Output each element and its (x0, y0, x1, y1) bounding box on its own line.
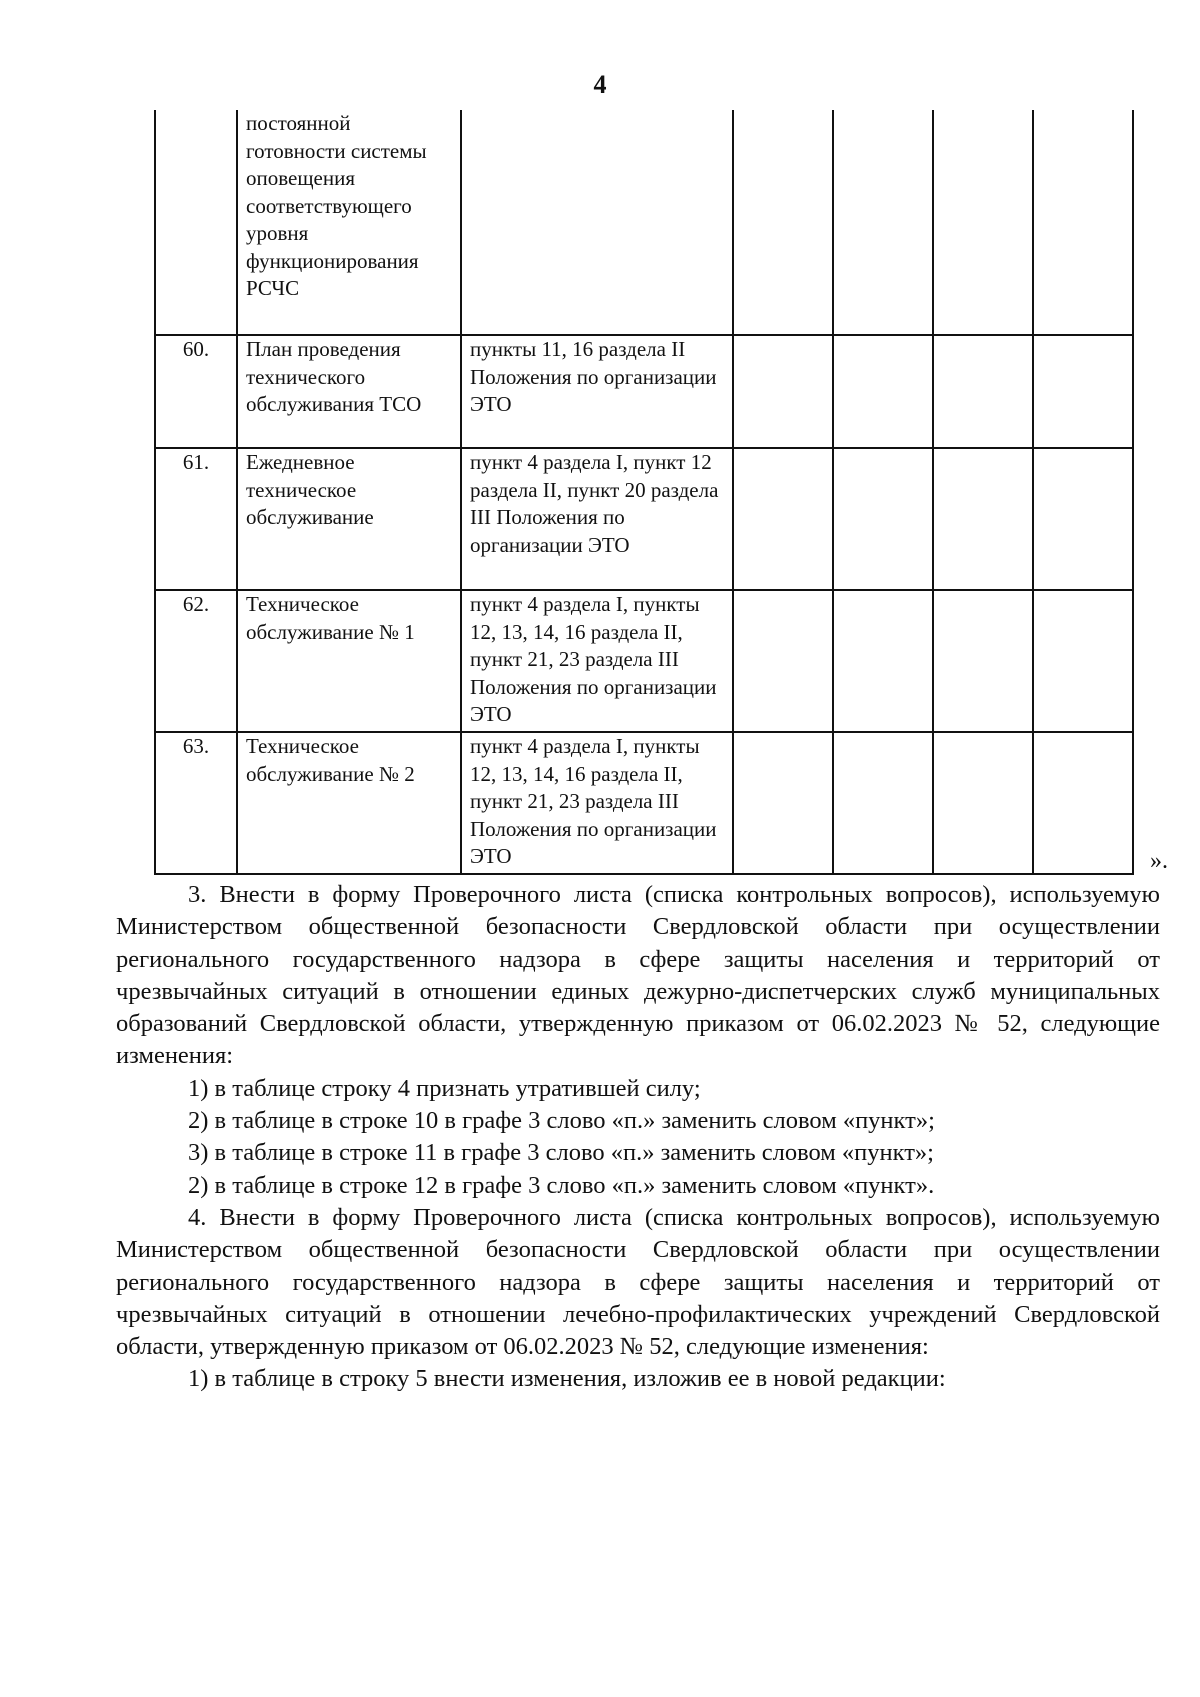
empty-cell (833, 732, 933, 874)
page-number: 4 (593, 70, 607, 99)
empty-cell (933, 590, 1033, 732)
row-refs: пункт 4 раздела I, пункт 12 раздела II, пункт 20 раздела III Положения по организации ЭТО (461, 448, 733, 590)
row-refs: пункт 4 раздела I, пункты 12, 13, 14, 16 раздела II, пункт 21, 23 раздела III Положения по организации ЭТО (461, 590, 733, 732)
row-number: 60. (155, 335, 237, 448)
row-title: постоянной готовности системы оповещения соответствующего уровня функционирования РСЧС (237, 110, 461, 335)
empty-cell (733, 448, 833, 590)
row-title: Техническое обслуживание № 1 (237, 590, 461, 732)
row-number: 63. (155, 732, 237, 874)
paragraph-4-item-1: 1) в таблице в строку 5 внести изменения, изложив ее в новой редакции: (188, 1365, 946, 1393)
empty-cell (733, 335, 833, 448)
table-row (155, 590, 1133, 732)
row-number (155, 110, 237, 335)
empty-cell (1033, 335, 1133, 448)
row-title: План проведения технического обслуживания ТСО (237, 335, 461, 448)
table-row (155, 732, 1133, 874)
row-title: Ежедневное техническое обслуживание (237, 448, 461, 590)
empty-cell (733, 590, 833, 732)
paragraph-3-item-3: 3) в таблице в строке 11 в графе 3 слово «п.» заменить словом «пункт»; (188, 1139, 934, 1167)
paragraph-4: 4. Внести в форму Проверочного листа (списка контрольных вопросов), используемую Министерством общественной безопасности Свердловской области при осуществлении регионального государственного надзора в сфере защиты населения и территорий от чрезвычайных ситуаций в отношении лечебно-профилактических учреждений Свердловской области, утвержденную приказом от 06.02.2023 № 52, следующие изменения: (116, 1203, 1160, 1361)
row-refs: пункты 11, 16 раздела II Положения по организации ЭТО (461, 335, 733, 448)
empty-cell (1033, 448, 1133, 590)
empty-cell (1033, 590, 1133, 732)
amendment-text (116, 879, 1160, 1396)
table-row (155, 335, 1133, 448)
checklist-table (154, 110, 1134, 875)
paragraph-3-item-2: 2) в таблице в строке 10 в графе 3 слово «п.» заменить словом «пункт»; (188, 1107, 935, 1135)
table-row (155, 110, 1133, 335)
empty-cell (933, 448, 1033, 590)
table-row (155, 448, 1133, 590)
row-number: 62. (155, 590, 237, 732)
empty-cell (833, 590, 933, 732)
paragraph-3-item-1: 1) в таблице строку 4 признать утратившей силу; (188, 1074, 701, 1102)
empty-cell (933, 110, 1033, 335)
empty-cell (733, 110, 833, 335)
closing-quote: ». (1150, 848, 1168, 874)
paragraph-3: 3. Внести в форму Проверочного листа (списка контрольных вопросов), используемую Министерством общественной безопасности Свердловской области при осуществлении регионального государственного надзора в сфере защиты населения и территорий от чрезвычайных ситуаций в отношении единых дежурно-диспетчерских служб муниципальных образований Свердловской области, утвержденную приказом от 06.02.2023 № 52, следующие изменения: (116, 881, 1160, 1070)
row-title: Техническое обслуживание № 2 (237, 732, 461, 874)
row-refs (461, 110, 733, 335)
empty-cell (933, 732, 1033, 874)
empty-cell (1033, 110, 1133, 335)
empty-cell (833, 110, 933, 335)
row-refs: пункт 4 раздела I, пункты 12, 13, 14, 16 раздела II, пункт 21, 23 раздела III Положения по организации ЭТО (461, 732, 733, 874)
empty-cell (833, 448, 933, 590)
empty-cell (833, 335, 933, 448)
paragraph-3-item-4: 2) в таблице в строке 12 в графе 3 слово «п.» заменить словом «пункт». (188, 1171, 935, 1199)
empty-cell (933, 335, 1033, 448)
empty-cell (1033, 732, 1133, 874)
empty-cell (733, 732, 833, 874)
row-number: 61. (155, 448, 237, 590)
